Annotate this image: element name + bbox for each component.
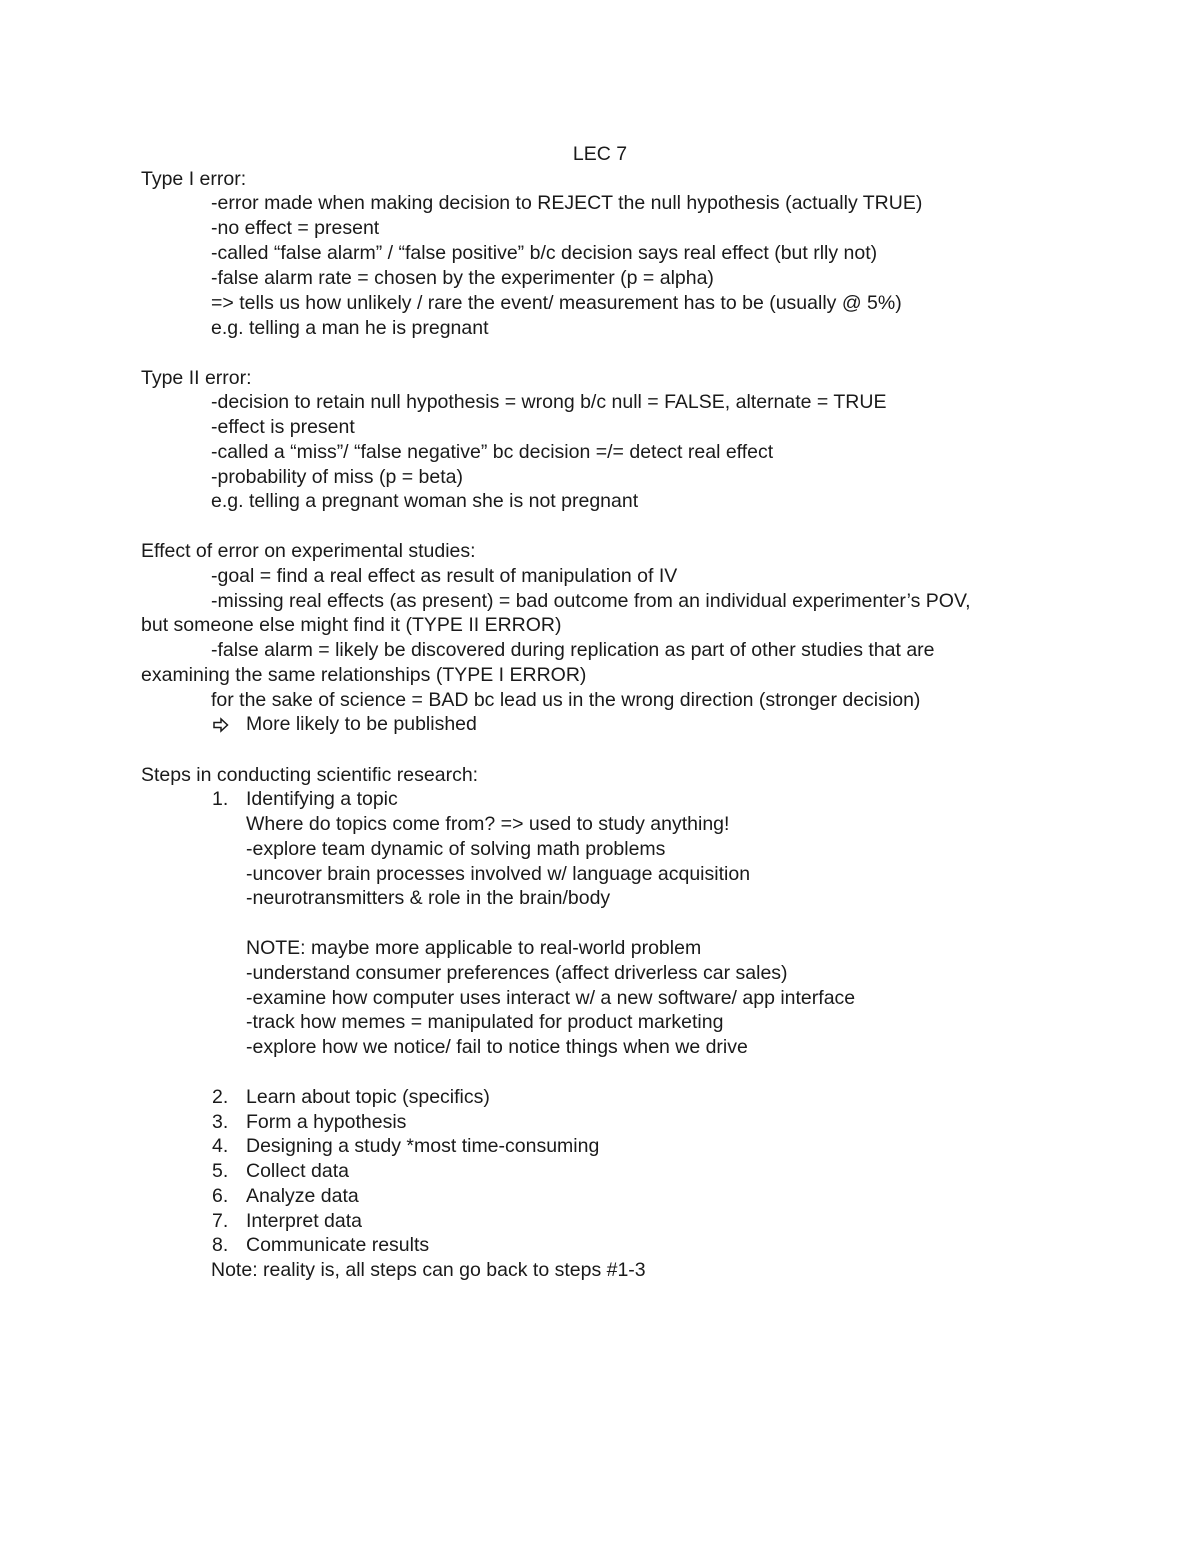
- type1-line: e.g. telling a man he is pregnant: [211, 317, 489, 339]
- effect-line: for the sake of science = BAD bc lead us in the wrong direction (stronger decision): [211, 689, 921, 711]
- step1-detail: -explore team dynamic of solving math problems: [246, 838, 666, 860]
- step-number: 4.: [212, 1135, 229, 1157]
- hollow-right-arrow-icon: [212, 713, 230, 737]
- step-label: Identifying a topic: [246, 788, 398, 810]
- type1-line: -error made when making decision to REJECT the null hypothesis (actually TRUE): [211, 192, 923, 214]
- step-number: 5.: [212, 1160, 229, 1182]
- final-note: Note: reality is, all steps can go back to steps #1-3: [211, 1259, 646, 1281]
- type2-line: -probability of miss (p = beta): [211, 466, 463, 488]
- step-label: Analyze data: [246, 1185, 359, 1207]
- step1-note: -understand consumer preferences (affect driverless car sales): [246, 962, 788, 984]
- step1-note: NOTE: maybe more applicable to real-world problem: [246, 937, 702, 959]
- type2-heading: Type II error:: [141, 367, 252, 389]
- type2-line: e.g. telling a pregnant woman she is not pregnant: [211, 490, 639, 512]
- step1-note: -examine how computer uses interact w/ a new software/ app interface: [246, 987, 856, 1009]
- type1-heading: Type I error:: [141, 168, 247, 190]
- step-label: Interpret data: [246, 1210, 362, 1232]
- type2-line: -effect is present: [211, 416, 355, 438]
- effect-line: examining the same relationships (TYPE I ERROR): [141, 664, 587, 686]
- step-number: 3.: [212, 1111, 229, 1133]
- effect-line: but someone else might find it (TYPE II ERROR): [141, 614, 562, 636]
- step1-note: -track how memes = manipulated for product marketing: [246, 1011, 724, 1033]
- step-label: Collect data: [246, 1160, 349, 1182]
- step-label: Learn about topic (specifics): [246, 1086, 490, 1108]
- type2-line: -decision to retain null hypothesis = wrong b/c null = FALSE, alternate = TRUE: [211, 391, 887, 413]
- step-label: Designing a study *most time-consuming: [246, 1135, 600, 1157]
- step-number: 6.: [212, 1185, 229, 1207]
- effect-line: -goal = find a real effect as result of manipulation of IV: [211, 565, 678, 587]
- page-title: LEC 7: [572, 143, 628, 165]
- step1-detail: Where do topics come from? => used to study anything!: [246, 813, 730, 835]
- type1-line: -false alarm rate = chosen by the experimenter (p = alpha): [211, 267, 714, 289]
- effect-line: -false alarm = likely be discovered during replication as part of other studies that are: [211, 639, 935, 661]
- type1-line: => tells us how unlikely / rare the event/ measurement has to be (usually @ 5%): [211, 292, 902, 314]
- type1-line: -called “false alarm” / “false positive” b/c decision says real effect (but rlly not): [211, 242, 878, 264]
- arrow-list-item: More likely to be published: [246, 713, 477, 735]
- effect-line: -missing real effects (as present) = bad outcome from an individual experimenter’s POV,: [211, 590, 971, 612]
- step-number: 1.: [212, 788, 229, 810]
- step1-note: -explore how we notice/ fail to notice things when we drive: [246, 1036, 748, 1058]
- effect-heading: Effect of error on experimental studies:: [141, 540, 476, 562]
- step-number: 8.: [212, 1234, 229, 1256]
- steps-heading: Steps in conducting scientific research:: [141, 764, 479, 786]
- step-label: Form a hypothesis: [246, 1111, 407, 1133]
- step1-detail: -uncover brain processes involved w/ language acquisition: [246, 863, 751, 885]
- type1-line: -no effect = present: [211, 217, 380, 239]
- step-number: 7.: [212, 1210, 229, 1232]
- step1-detail: -neurotransmitters & role in the brain/body: [246, 887, 611, 909]
- step-number: 2.: [212, 1086, 229, 1108]
- type2-line: -called a “miss”/ “false negative” bc decision =/= detect real effect: [211, 441, 774, 463]
- step-label: Communicate results: [246, 1234, 430, 1256]
